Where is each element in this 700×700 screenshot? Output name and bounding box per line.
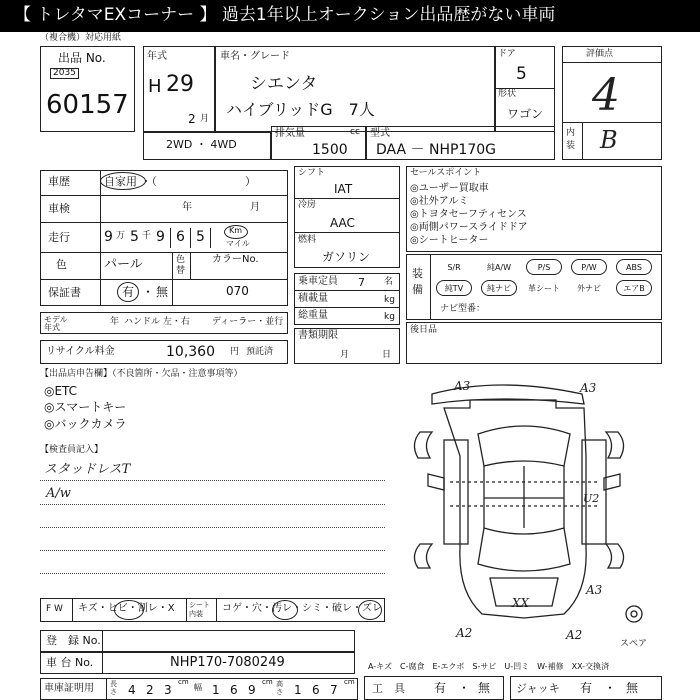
width-label: 幅 (194, 683, 202, 692)
tools-label: 工 具 (372, 682, 405, 695)
inspection-month-unit: 月 (250, 202, 260, 213)
mileage-d4: 6 (176, 229, 185, 245)
ac-value: AAC (330, 216, 355, 230)
warranty-no: 無 (156, 285, 169, 299)
sales-point-3: ◎トヨタセーフティセンス (410, 209, 527, 220)
damage-a3-front-right: A3 (580, 381, 597, 395)
mileage-unit-mile: マイル (226, 239, 250, 248)
total-weight-label: 総重量 (298, 310, 328, 321)
certificate-label: 車庫証明用 (44, 683, 94, 694)
lot-number: 60157 (46, 90, 129, 120)
sales-point-2: ◎社外アルミ (410, 196, 469, 207)
warranty-yes-circle (117, 282, 139, 302)
equipment-item: エアB (616, 280, 652, 296)
equipment-item: 革シート (528, 283, 560, 293)
displacement-unit: cc (350, 127, 360, 137)
car-damage-diagram (404, 378, 664, 640)
type-value: DAA － NHP170G (376, 142, 496, 158)
tools-yes: 有 (434, 681, 447, 695)
fw-label: F W (46, 604, 63, 614)
chassis-label: 車 台 No. (46, 656, 94, 669)
later-items-label: 後日品 (410, 325, 438, 335)
length-d2: 2 (146, 683, 154, 697)
load-label: 積載量 (298, 293, 328, 304)
shape-value: ワゴン (507, 107, 544, 121)
model-grade: ハイブリッドG 7人 (226, 100, 375, 119)
equipment-label: 装備 (412, 267, 423, 296)
mileage-d3: 9 (156, 229, 165, 245)
navi-model-label: ナビ型番： (440, 304, 486, 314)
seat-text: コゲ・穴・汚レ・シミ・破レ・ズレ (222, 603, 382, 614)
length-unit: cm (178, 678, 189, 686)
height-label: 高さ (276, 680, 283, 696)
damage-a3-rear: A3 (586, 583, 603, 597)
door-value: 5 (516, 64, 527, 84)
damage-a3-front-left: A3 (454, 379, 471, 393)
interior-value: B (600, 126, 618, 154)
height-d1: 1 (294, 683, 302, 697)
displacement-label: 排気量 (275, 128, 305, 139)
year-month-unit: 月 (200, 114, 210, 124)
capacity-label: 乗車定員 (298, 276, 338, 287)
model-name: シエンタ (250, 74, 318, 94)
height-d3: 7 (330, 683, 338, 697)
sales-point-5: ◎シートヒーター (410, 235, 489, 246)
sales-points-label: セールスポイント (410, 168, 482, 178)
seller-note-smartkey: ◎スマートキー (44, 400, 127, 414)
capacity-unit: 名 (384, 277, 394, 287)
total-weight-unit: kg (384, 312, 395, 322)
equipment-item: 純TV (436, 280, 472, 296)
equipment-item: P/S (526, 259, 562, 275)
registration-label: 登 録 No. (46, 634, 101, 647)
doc-deadline-month: 月 (340, 350, 350, 360)
jack-yes: 有 (580, 681, 593, 695)
jack-no: 無 (626, 681, 639, 695)
mileage-man: 万 (116, 231, 126, 241)
tools-sep: ・ (458, 681, 471, 695)
seller-note-etc: ◎ETC (44, 384, 78, 398)
length-label: 長さ (110, 680, 117, 696)
equipment-item: ABS (616, 259, 652, 275)
warranty-label: 保証書 (48, 286, 81, 299)
model-label: 車名・グレード (220, 51, 290, 62)
mileage-d2: 5 (130, 229, 139, 245)
interior-label: 内装 (566, 128, 576, 151)
dealer: ディーラー・並行 (212, 317, 284, 327)
jack-label: ジャッキ (516, 682, 560, 695)
color-change-label: 色替 (176, 255, 186, 276)
history-selected-circle (100, 172, 146, 190)
inspector-note-2: A/w (46, 486, 71, 501)
tools-no: 無 (478, 681, 491, 695)
color-label: 色 (56, 258, 67, 271)
model-year-label: モデル年式 (44, 315, 68, 332)
equipment-item: P/W (571, 259, 607, 275)
shape-label: 形状 (498, 89, 517, 99)
width-d1: 1 (212, 683, 220, 697)
shift-value: IAT (334, 182, 353, 196)
score-value: 4 (592, 70, 620, 121)
fuel-value: ガソリン (322, 250, 371, 264)
mileage-sen: 千 (142, 231, 152, 241)
chassis-value: NHP170-7080249 (170, 655, 285, 670)
inspector-note-1: スタッドレスT (44, 462, 131, 477)
header-banner (0, 0, 700, 32)
banner-title: 【 トレタマEXコーナー 】 過去1年以上オークション出品歴がない車両 (14, 5, 556, 25)
year-era: H (148, 76, 162, 97)
handle: ハンドル 左・右 (124, 317, 190, 327)
mileage-d5: 5 (196, 229, 205, 245)
shift-label: シフト (298, 168, 326, 178)
width-d3: 9 (248, 683, 256, 697)
inspection-year-unit: 年 (182, 202, 192, 213)
doc-deadline-label: 書類期限 (298, 330, 338, 341)
width-d2: 6 (230, 683, 238, 697)
damage-legend: A-キズ C-腐食 E-エクボ S-サビ U-凹ミ W-補修 XX-交換済 (368, 662, 610, 671)
damage-xx: XX (512, 596, 530, 610)
length-d1: 4 (128, 683, 136, 697)
color-code-label: カラーNo. (212, 254, 259, 265)
damage-u2: U2 (583, 492, 600, 505)
score-label: 評価点 (586, 49, 614, 59)
fw-text: キズ・ヒビ・割レ・X (78, 603, 175, 614)
lot-label: 出品 No. (58, 51, 106, 65)
color-code: 070 (226, 284, 249, 298)
seat-shift-circle (358, 600, 382, 620)
lot-small-number: 2035 (50, 68, 79, 79)
history-options: 自家用 ・（ ） (104, 175, 256, 188)
mileage-d1: 9 (104, 229, 113, 245)
mileage-unit-km: Km (229, 226, 243, 235)
warranty-sep: ・ (142, 285, 155, 299)
equipment-item: 外ナビ (577, 283, 601, 293)
damage-a2-left: A2 (456, 626, 473, 640)
model-year-unit: 年 (110, 317, 120, 327)
year-month: 2 (188, 112, 196, 126)
inspector-label: 【検査員記入】 (40, 445, 104, 455)
color-value: パール (104, 257, 143, 272)
spare-label: スペア (620, 639, 648, 649)
height-unit: cm (344, 678, 355, 686)
door-label: ドア (498, 49, 516, 59)
doc-deadline-day: 日 (382, 350, 392, 360)
type-label: 型式 (370, 128, 390, 139)
sales-point-1: ◎ユーザー買取車 (410, 183, 489, 194)
ac-label: 冷房 (298, 200, 317, 210)
capacity-value: 7 (358, 276, 365, 289)
equipment-item: 純A/W (486, 262, 512, 272)
year-label: 年式 (147, 51, 167, 62)
equipment-item: 純ナビ (481, 280, 517, 296)
mileage-label: 走行 (48, 231, 70, 244)
fw-crack-circle (114, 600, 144, 620)
load-unit: kg (384, 295, 395, 305)
later-items-box (406, 322, 662, 364)
damage-a2-right: A2 (566, 628, 583, 642)
seat-label: シート内装 (189, 601, 210, 618)
inspection-label: 車検 (48, 202, 70, 215)
width-unit: cm (262, 678, 273, 686)
recycle-unit: 円 (230, 347, 240, 357)
height-d2: 6 (312, 683, 320, 697)
sales-point-4: ◎両側パワースライドドア (410, 222, 528, 233)
seller-note-backcamera: ◎バックカメラ (44, 417, 127, 431)
jack-sep: ・ (604, 681, 617, 695)
drive-value: 2WD ・ 4WD (166, 138, 237, 151)
equipment-item: S/R (447, 262, 461, 272)
warranty-yes: 有 (122, 285, 135, 299)
seat-dirt-circle (272, 600, 298, 620)
year-value: 29 (166, 72, 194, 97)
recycle-value: 10,360 (166, 344, 215, 360)
seller-notes-label: 【出品店申告欄】（不良箇所・欠品・注意事項等） (40, 369, 243, 379)
recycle-label: リサイクル料金 (46, 346, 115, 357)
recycle-note: 預託済 (246, 347, 274, 357)
length-d3: 3 (164, 683, 172, 697)
history-label: 車歴 (48, 175, 70, 188)
displacement-value: 1500 (312, 142, 348, 158)
form-subtitle: （複合機）対応用紙 (40, 33, 122, 43)
fuel-label: 燃料 (298, 235, 317, 245)
